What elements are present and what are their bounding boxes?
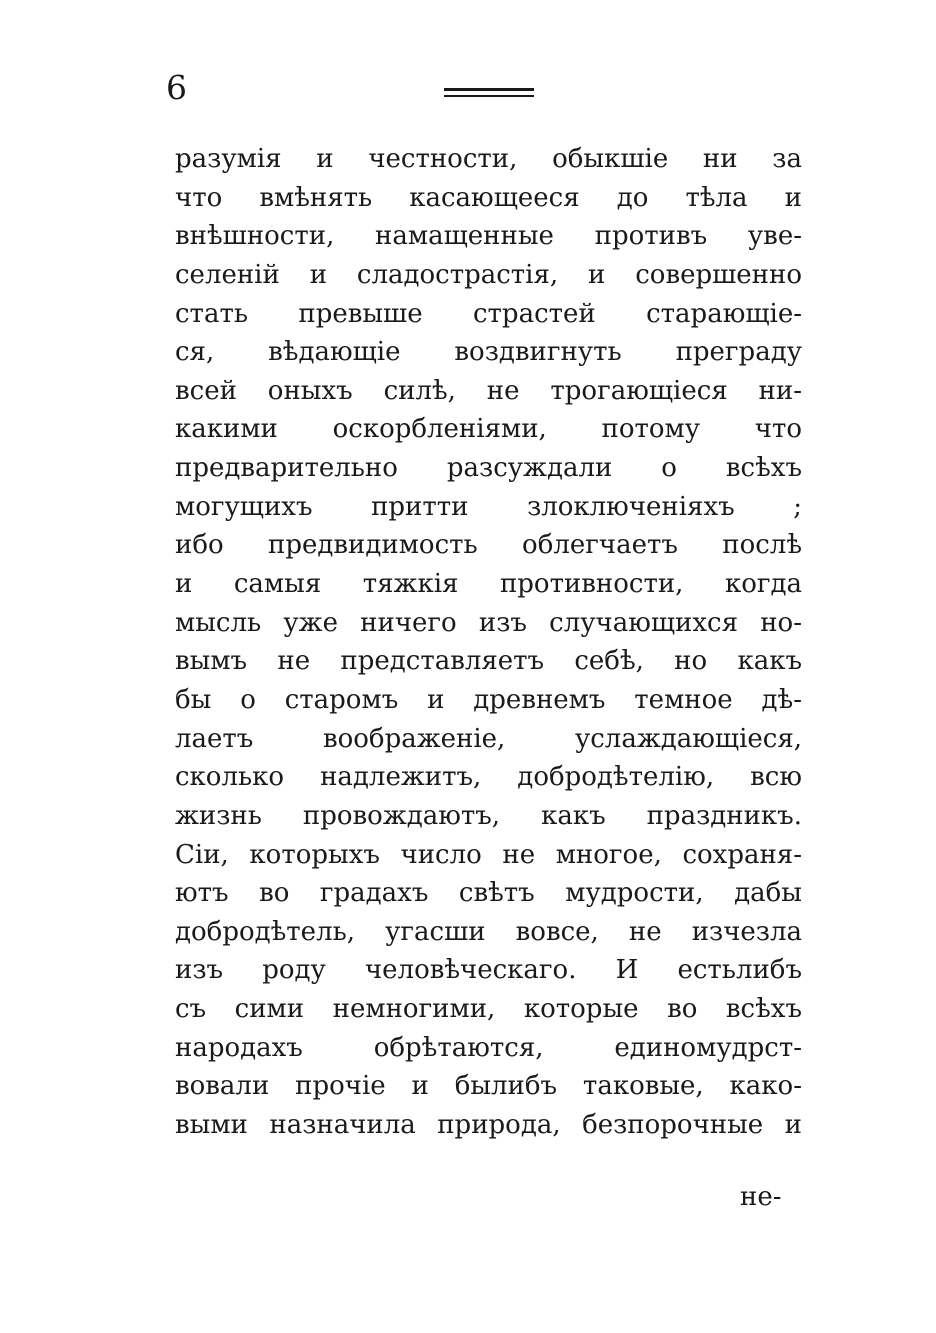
text-line: внѣшности, намащенные противъ уве- [175, 221, 802, 252]
text-line: какими оскорбленіями, потому что [175, 414, 802, 445]
header-ornament-rule [444, 88, 534, 102]
text-line: народахъ обрѣтаются, единомудрст- [175, 1032, 802, 1063]
text-line: разумія и честности, обыкшіе ни за [175, 144, 802, 174]
header-rule-thick [444, 88, 534, 91]
text-line: предварительно разсуждали о всѣхъ [175, 453, 802, 484]
text-line: сколько надлежитъ, добродѣтелію, всю [175, 762, 802, 793]
text-line: ся, вѣдающіе воздвигнуть преграду [175, 337, 802, 368]
text-line: бы о старомъ и древнемъ темное дѣ- [175, 684, 802, 715]
text-line: выми назначила природа, безпорочные и [175, 1110, 802, 1141]
text-line: изъ роду человѣческаго. И естьлибъ [175, 955, 802, 986]
text-line: всей оныхъ силѣ, не трогающіеся ни- [175, 375, 802, 406]
header-rule-thin [444, 95, 534, 97]
text-line: Сіи, которыхъ число не многое, сохраня- [175, 839, 802, 870]
text-line: селеній и сладострастія, и совершенно [175, 259, 802, 290]
text-line: ибо предвидимость облегчаетъ послѣ [175, 530, 802, 561]
text-line: мысль уже ничего изъ случающихся но- [175, 607, 802, 638]
body-text [175, 140, 802, 1145]
text-line: добродѣтель, угасши вовсе, не изчезла [175, 916, 802, 947]
text-line: стать превыше страстей старающіе- [175, 298, 802, 329]
text-line: вовали прочіе и былибъ таковые, како- [175, 1071, 802, 1102]
text-line: что вмѣнять касающееся до тѣла и [175, 182, 802, 213]
text-line: могущихъ притти злоключеніяхъ ; [175, 491, 802, 522]
page-number: 6 [166, 68, 187, 107]
text-line: съ сими немногими, которые во всѣхъ [175, 994, 802, 1025]
text-line: ютъ во градахъ свѣтъ мудрости, дабы [175, 878, 802, 909]
text-line: жизнь провождаютъ, какъ праздникъ. [175, 800, 802, 831]
text-line: лаетъ воображеніе, услаждающіеся, [175, 723, 802, 754]
text-line: вымъ не представляетъ себѣ, но какъ [175, 646, 802, 677]
catchword: не- [740, 1182, 782, 1212]
text-line: и самыя тяжкія противности, когда [175, 569, 802, 600]
